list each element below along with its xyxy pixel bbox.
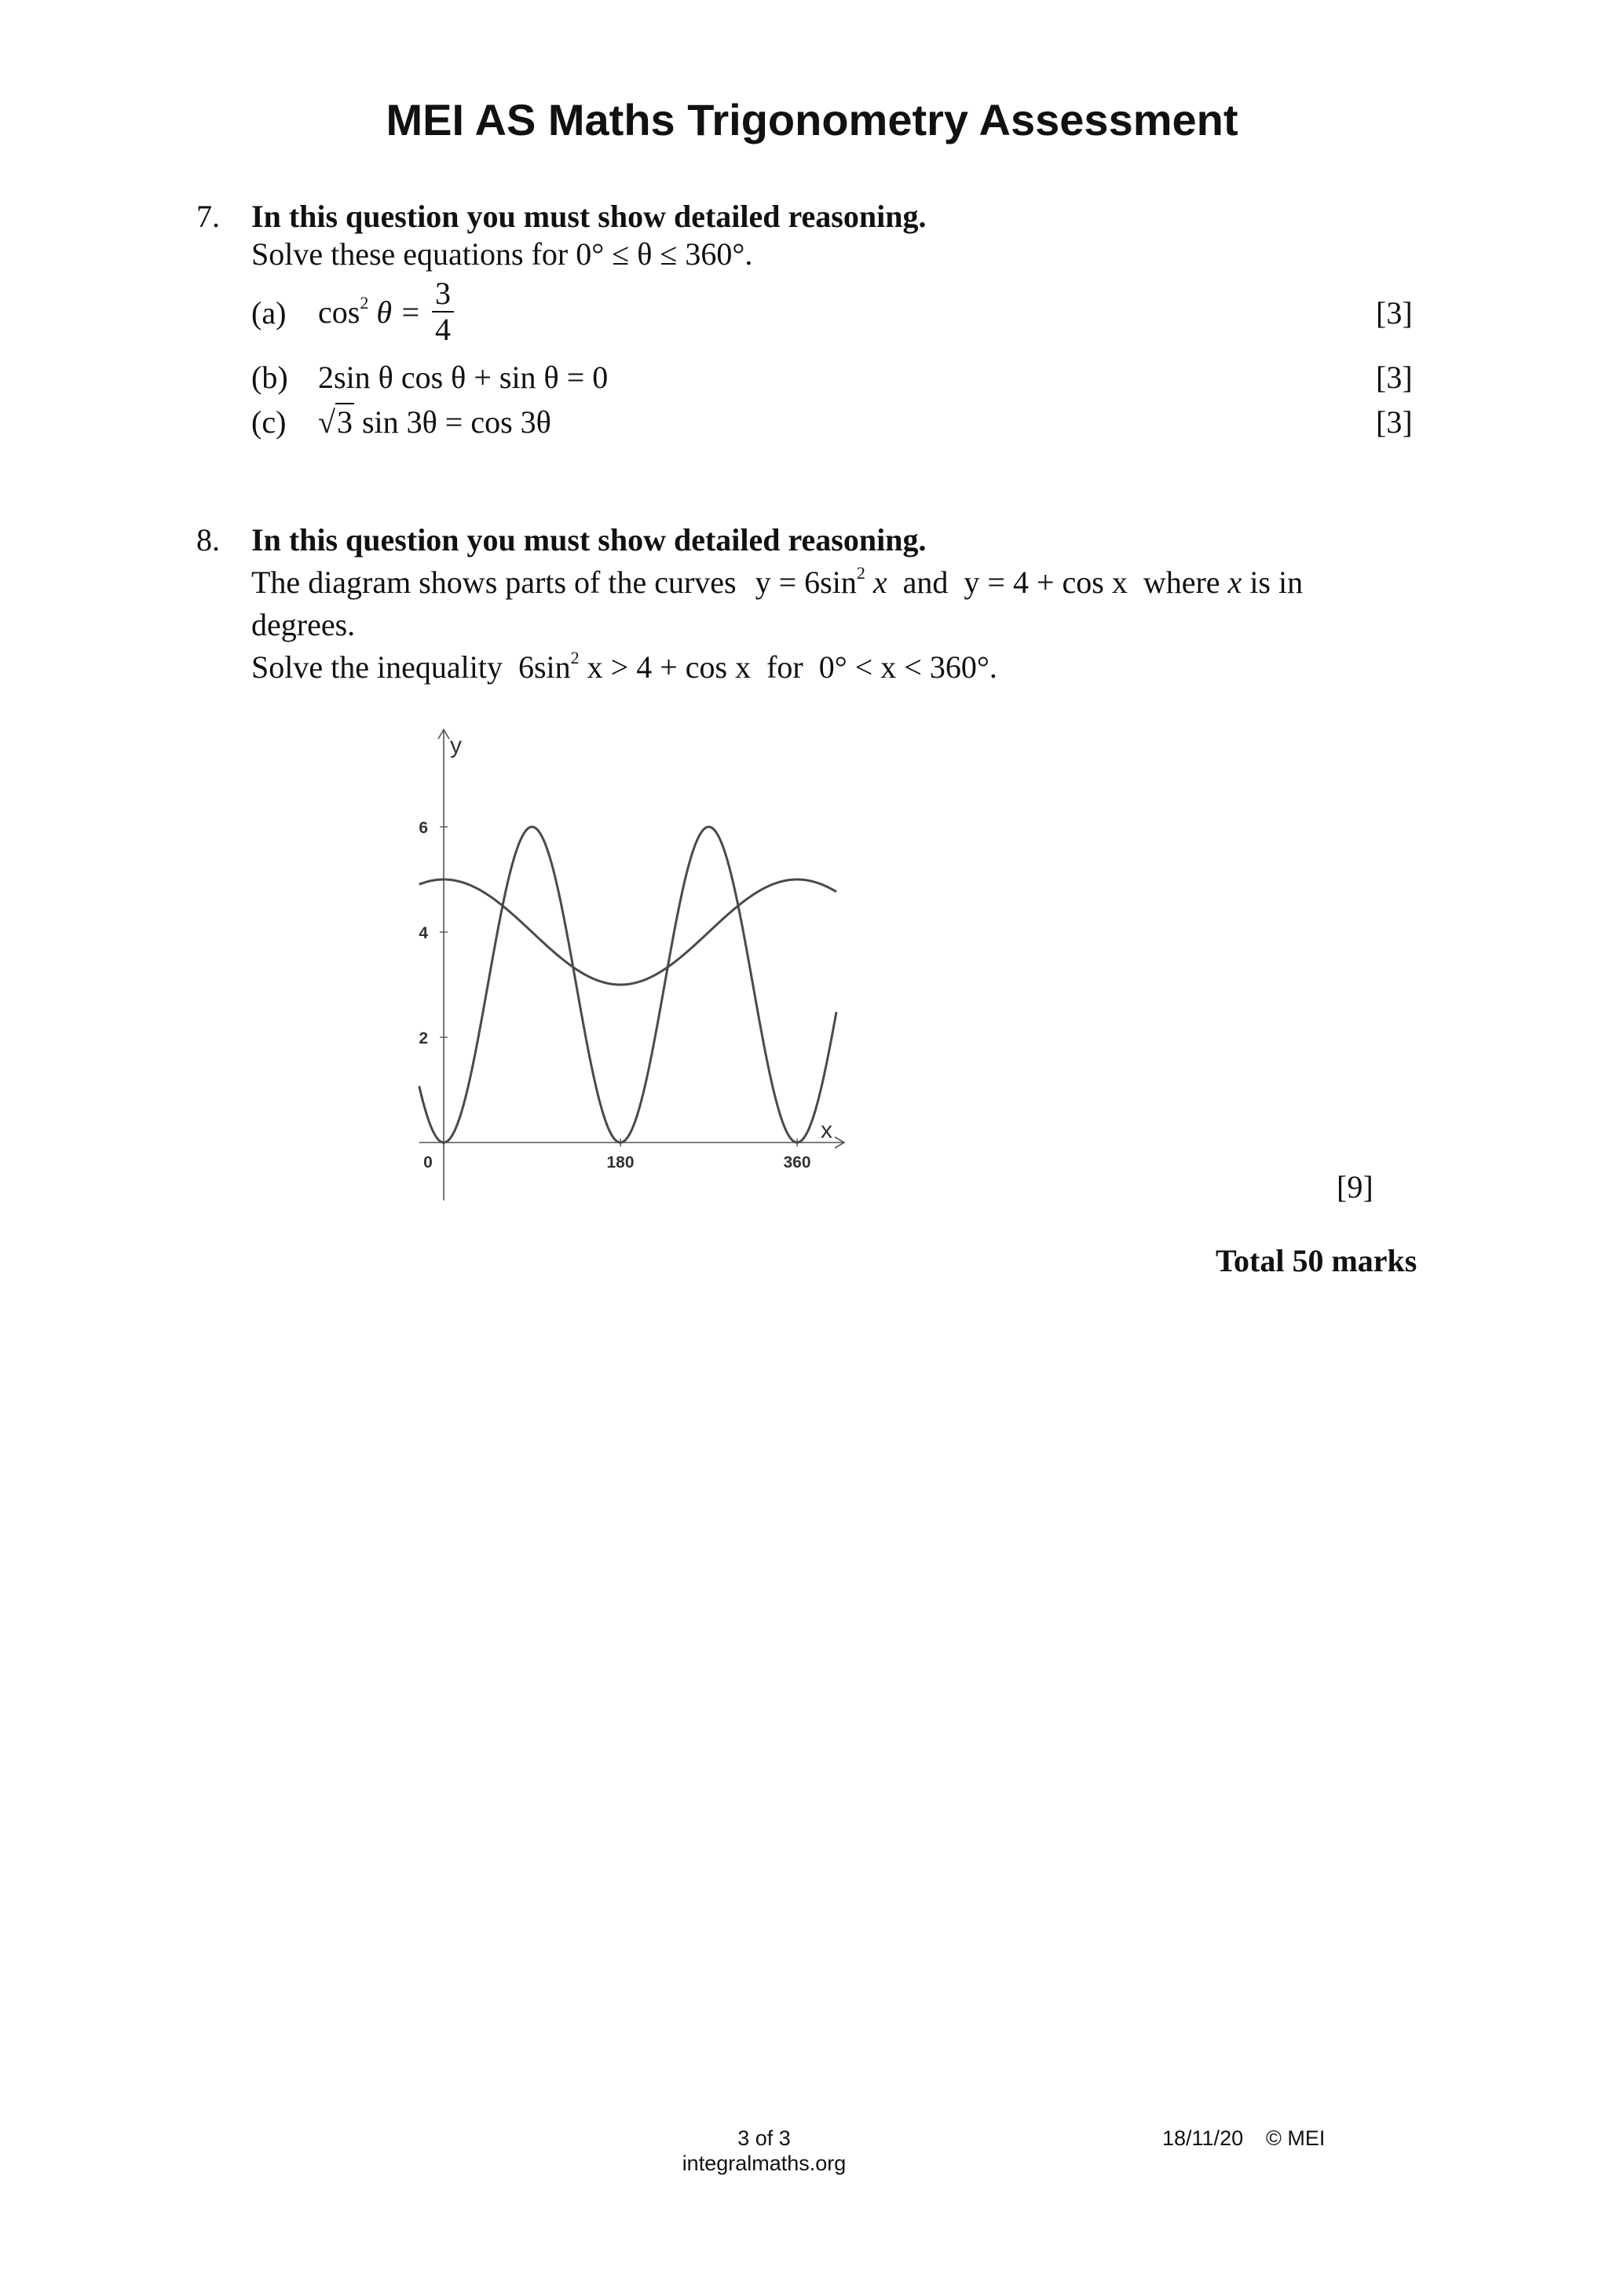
- q7a-cos: cos: [318, 294, 360, 330]
- y-axis-label: y: [450, 733, 462, 759]
- footer-copyright: © MEI: [1266, 2126, 1326, 2150]
- q7a-denominator: 4: [434, 312, 451, 347]
- page-title: MEI AS Maths Trigonometry Assessment: [386, 95, 1238, 144]
- question-7c-marks: [3]: [1376, 404, 1413, 440]
- q7a-numerator: 3: [432, 276, 454, 313]
- q8-period: .: [989, 649, 997, 685]
- q8-inequality: $6\sin^2$ x > 4 + cos x: [518, 648, 752, 685]
- q7a-fraction: [432, 276, 454, 347]
- y-tick-label-4: 4: [419, 924, 428, 942]
- q8-text-c: is in: [1249, 565, 1304, 600]
- q7c-rest: sin 3θ = cos 3θ: [361, 404, 551, 440]
- question-7b-marks: [3]: [1376, 360, 1413, 395]
- q7c-sqrt: √3: [318, 404, 353, 440]
- q8-curve-1: $y = 6\sin^2$ x: [755, 563, 887, 600]
- q7a-power: 2: [360, 292, 369, 313]
- question-8-line-3: [251, 649, 997, 686]
- question-7-intro-text: Solve these equations for: [251, 236, 569, 272]
- footer-date: 18/11/20: [1162, 2126, 1244, 2150]
- footer-site: integralmaths.org: [682, 2152, 847, 2175]
- q8-text-a: The diagram shows parts of the curves: [251, 565, 737, 600]
- question-7a-label: (a): [251, 295, 287, 331]
- x-tick-label-180: 180: [606, 1153, 635, 1172]
- question-7-instruction: In this question you must show detailed reasoning.: [251, 199, 927, 234]
- question-7a-marks: [3]: [1376, 295, 1413, 331]
- question-7-intro: [251, 236, 752, 272]
- total-marks: Total 50 marks: [1216, 1243, 1417, 1278]
- curve-2: [419, 879, 836, 985]
- question-8-line-1: [251, 564, 1303, 601]
- y-tick-label-6: 6: [419, 819, 428, 837]
- question-8-line-2: degrees.: [251, 607, 356, 642]
- q8-var: x: [1227, 565, 1242, 600]
- footer-page-number: 3 of 3: [737, 2126, 791, 2150]
- y-tick-label-2: 2: [419, 1029, 428, 1047]
- curves-graph-svg: [385, 715, 1233, 1201]
- question-7b-label: (b): [251, 360, 288, 395]
- q8-text-d: Solve the inequality: [251, 649, 503, 685]
- question-7-range: 0° ≤ θ ≤ 360°: [576, 236, 745, 272]
- x-tick-label-360: 360: [783, 1153, 811, 1172]
- question-7c-label: (c): [251, 404, 287, 440]
- question-7-number: 7.: [196, 199, 220, 234]
- x-tick-label-0: 0: [423, 1153, 433, 1172]
- question-7b-equation: 2sin θ cos θ + sin θ = 0: [318, 360, 609, 395]
- q8-text-b: where: [1143, 565, 1220, 600]
- question-7c-equation: [318, 404, 551, 441]
- question-8-number: 8.: [196, 522, 220, 558]
- q7a-theta: θ =: [376, 294, 421, 330]
- question-7-intro-period: .: [744, 236, 753, 272]
- q8-and: and: [902, 565, 949, 600]
- question-8-marks: [9]: [1337, 1169, 1373, 1205]
- curves-graph: [385, 715, 1233, 1205]
- q8-for: for: [766, 649, 803, 685]
- q8-curve-2: y = 4 + cos x: [964, 565, 1128, 600]
- x-axis-label: x: [821, 1117, 832, 1143]
- question-7a-equation: [318, 276, 454, 347]
- q8-range: 0° < x < 360°: [818, 649, 989, 685]
- question-8-instruction: In this question you must show detailed reasoning.: [251, 522, 927, 558]
- q7c-sqrt-arg: 3: [336, 404, 353, 440]
